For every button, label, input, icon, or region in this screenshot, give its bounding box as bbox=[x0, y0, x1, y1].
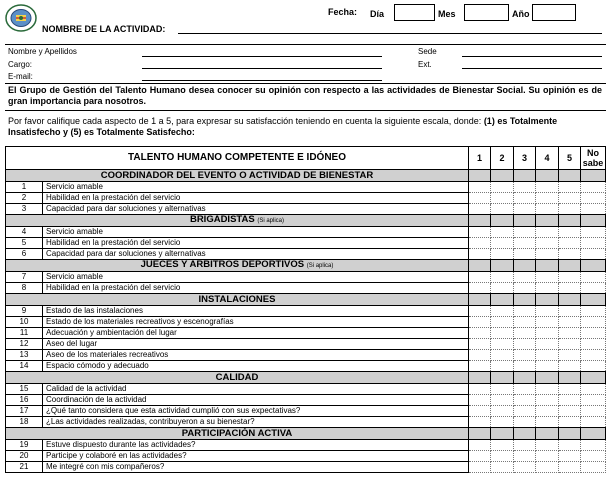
rating-cell-no-sabe[interactable] bbox=[581, 395, 606, 406]
rating-cell-2[interactable] bbox=[491, 395, 514, 406]
question-number: 5 bbox=[6, 238, 43, 249]
rating-cell-1[interactable] bbox=[469, 395, 491, 406]
rating-cell-2[interactable] bbox=[491, 249, 514, 260]
cargo-field[interactable] bbox=[142, 68, 382, 69]
question-row bbox=[6, 361, 606, 372]
question-number: 15 bbox=[6, 384, 43, 395]
question-row bbox=[6, 384, 606, 395]
rating-cell-3[interactable] bbox=[514, 406, 536, 417]
question-row bbox=[6, 249, 606, 260]
question-number: 8 bbox=[6, 283, 43, 294]
header-divider bbox=[5, 44, 606, 45]
rating-cell-2[interactable] bbox=[491, 440, 514, 451]
day-label: Día bbox=[370, 9, 385, 19]
instructions-text bbox=[8, 116, 602, 138]
rating-cell-4[interactable] bbox=[536, 417, 559, 428]
rating-cell-4[interactable] bbox=[536, 462, 559, 473]
rating-cell-1[interactable] bbox=[469, 406, 491, 417]
rating-cell-no-sabe[interactable] bbox=[581, 462, 606, 473]
rating-cell-1[interactable] bbox=[469, 306, 491, 317]
rating-cell-no-sabe[interactable] bbox=[581, 350, 606, 361]
rating-cell-4[interactable] bbox=[536, 182, 559, 193]
rating-cell-no-sabe[interactable] bbox=[581, 306, 606, 317]
question-row bbox=[6, 193, 606, 204]
scale-header-3: 3 bbox=[514, 147, 536, 170]
rating-cell-5[interactable] bbox=[559, 272, 581, 283]
question-number: 18 bbox=[6, 417, 43, 428]
section-title-text: JUECES Y ARBITROS DEPORTIVOS bbox=[140, 259, 305, 270]
rating-cell-2[interactable] bbox=[491, 384, 514, 395]
rating-cell-4[interactable] bbox=[536, 350, 559, 361]
question-row bbox=[6, 406, 606, 417]
question-number: 14 bbox=[6, 361, 43, 372]
no-sabe-header: No sabe bbox=[581, 147, 606, 170]
section-blank-cell bbox=[491, 372, 514, 384]
section-blank-cell bbox=[559, 215, 581, 227]
section-row bbox=[6, 372, 606, 384]
email-label: E-mail: bbox=[8, 72, 33, 81]
section-note: (Si aplica) bbox=[257, 218, 285, 224]
rating-cell-1[interactable] bbox=[469, 328, 491, 339]
rating-cell-1[interactable] bbox=[469, 238, 491, 249]
rating-cell-2[interactable] bbox=[491, 317, 514, 328]
rating-cell-4[interactable] bbox=[536, 306, 559, 317]
section-blank-cell bbox=[559, 428, 581, 440]
rating-cell-no-sabe[interactable] bbox=[581, 193, 606, 204]
section-title-text: COORDINADOR DEL EVENTO O ACTIVIDAD DE BIENESTAR bbox=[100, 169, 374, 181]
rating-cell-1[interactable] bbox=[469, 361, 491, 372]
rating-cell-4[interactable] bbox=[536, 193, 559, 204]
rating-cell-2[interactable] bbox=[491, 350, 514, 361]
rating-cell-2[interactable] bbox=[491, 417, 514, 428]
question-number: 11 bbox=[6, 328, 43, 339]
section-blank-cell bbox=[514, 215, 536, 227]
scale-header-5: 5 bbox=[559, 147, 581, 170]
rating-cell-3[interactable] bbox=[514, 272, 536, 283]
section-blank-cell bbox=[536, 372, 559, 384]
rating-cell-1[interactable] bbox=[469, 193, 491, 204]
name-field[interactable] bbox=[142, 56, 382, 57]
rating-cell-no-sabe[interactable] bbox=[581, 238, 606, 249]
question-text: Estado de los materiales recreativos y escenografías bbox=[43, 317, 469, 328]
section-blank-cell bbox=[581, 260, 606, 272]
question-text: Me integré con mis compañeros? bbox=[43, 462, 469, 473]
day-input[interactable] bbox=[394, 4, 435, 21]
question-number: 17 bbox=[6, 406, 43, 417]
rating-cell-1[interactable] bbox=[469, 249, 491, 260]
question-row bbox=[6, 451, 606, 462]
rating-cell-3[interactable] bbox=[514, 417, 536, 428]
rating-cell-1[interactable] bbox=[469, 339, 491, 350]
rating-cell-2[interactable] bbox=[491, 339, 514, 350]
question-row bbox=[6, 395, 606, 406]
rating-cell-4[interactable] bbox=[536, 451, 559, 462]
rating-cell-2[interactable] bbox=[491, 238, 514, 249]
rating-cell-no-sabe[interactable] bbox=[581, 339, 606, 350]
rating-cell-no-sabe[interactable] bbox=[581, 182, 606, 193]
rating-cell-no-sabe[interactable] bbox=[581, 451, 606, 462]
rating-cell-no-sabe[interactable] bbox=[581, 249, 606, 260]
section-blank-cell bbox=[514, 294, 536, 306]
rating-cell-5[interactable] bbox=[559, 384, 581, 395]
question-text: Participe y colaboré en las actividades? bbox=[43, 451, 469, 462]
rating-cell-3[interactable] bbox=[514, 227, 536, 238]
rating-cell-2[interactable] bbox=[491, 204, 514, 215]
rating-cell-3[interactable] bbox=[514, 339, 536, 350]
section-blank-cell bbox=[536, 170, 559, 182]
section-blank-cell bbox=[536, 294, 559, 306]
section-title-text: CALIDAD bbox=[215, 371, 259, 383]
rating-cell-1[interactable] bbox=[469, 440, 491, 451]
section-row bbox=[6, 260, 606, 272]
question-row bbox=[6, 339, 606, 350]
question-number: 10 bbox=[6, 317, 43, 328]
rating-cell-3[interactable] bbox=[514, 451, 536, 462]
month-input[interactable] bbox=[464, 4, 509, 21]
rating-cell-5[interactable] bbox=[559, 339, 581, 350]
section-blank-cell bbox=[514, 170, 536, 182]
rating-cell-4[interactable] bbox=[536, 395, 559, 406]
section-title-text: BRIGADISTAS bbox=[189, 214, 255, 225]
question-number: 19 bbox=[6, 440, 43, 451]
rating-cell-5[interactable] bbox=[559, 317, 581, 328]
section-blank-cell bbox=[536, 260, 559, 272]
question-number: 13 bbox=[6, 350, 43, 361]
section-title bbox=[6, 170, 469, 182]
rating-cell-4[interactable] bbox=[536, 339, 559, 350]
question-number: 2 bbox=[6, 193, 43, 204]
question-number: 4 bbox=[6, 227, 43, 238]
table-main-header: TALENTO HUMANO COMPETENTE E IDÓNEO bbox=[6, 147, 469, 170]
section-row bbox=[6, 428, 606, 440]
intro-divider bbox=[5, 110, 606, 111]
section-blank-cell bbox=[469, 260, 491, 272]
rating-cell-4[interactable] bbox=[536, 283, 559, 294]
rating-cell-4[interactable] bbox=[536, 204, 559, 215]
rating-cell-5[interactable] bbox=[559, 350, 581, 361]
section-blank-cell bbox=[581, 372, 606, 384]
rating-cell-2[interactable] bbox=[491, 451, 514, 462]
rating-table bbox=[5, 146, 606, 473]
section-note: (Si aplica) bbox=[306, 263, 334, 269]
section-blank-cell bbox=[559, 260, 581, 272]
question-row bbox=[6, 328, 606, 339]
section-blank-cell bbox=[581, 215, 606, 227]
question-number: 20 bbox=[6, 451, 43, 462]
question-text: Servicio amable bbox=[43, 227, 469, 238]
rating-cell-3[interactable] bbox=[514, 361, 536, 372]
rating-cell-4[interactable] bbox=[536, 361, 559, 372]
rating-cell-4[interactable] bbox=[536, 440, 559, 451]
rating-cell-1[interactable] bbox=[469, 384, 491, 395]
section-blank-cell bbox=[491, 260, 514, 272]
question-row bbox=[6, 182, 606, 193]
sede-label: Sede bbox=[418, 47, 437, 56]
rating-cell-4[interactable] bbox=[536, 328, 559, 339]
question-number: 7 bbox=[6, 272, 43, 283]
rating-cell-3[interactable] bbox=[514, 193, 536, 204]
section-title bbox=[6, 294, 469, 306]
year-input[interactable] bbox=[532, 4, 576, 21]
rating-cell-3[interactable] bbox=[514, 328, 536, 339]
info-divider bbox=[5, 83, 606, 84]
rating-cell-2[interactable] bbox=[491, 193, 514, 204]
rating-cell-3[interactable] bbox=[514, 462, 536, 473]
name-label: Nombre y Apellidos bbox=[8, 47, 77, 56]
question-text: Habilidad en la prestación del servicio bbox=[43, 238, 469, 249]
question-number: 1 bbox=[6, 182, 43, 193]
section-title bbox=[6, 428, 469, 440]
question-row bbox=[6, 238, 606, 249]
activity-name-field[interactable] bbox=[178, 33, 602, 34]
question-text: Coordinación de la actividad bbox=[43, 395, 469, 406]
rating-cell-5[interactable] bbox=[559, 451, 581, 462]
scale-header-2: 2 bbox=[491, 147, 514, 170]
section-blank-cell bbox=[514, 372, 536, 384]
rating-cell-5[interactable] bbox=[559, 406, 581, 417]
scale-header-1: 1 bbox=[469, 147, 491, 170]
scale-header-4: 4 bbox=[536, 147, 559, 170]
section-row bbox=[6, 294, 606, 306]
question-text: Calidad de la actividad bbox=[43, 384, 469, 395]
rating-cell-1[interactable] bbox=[469, 451, 491, 462]
question-text: Espacio cómodo y adecuado bbox=[43, 361, 469, 372]
rating-cell-3[interactable] bbox=[514, 384, 536, 395]
rating-cell-5[interactable] bbox=[559, 204, 581, 215]
rating-cell-no-sabe[interactable] bbox=[581, 328, 606, 339]
rating-cell-3[interactable] bbox=[514, 317, 536, 328]
section-blank-cell bbox=[469, 215, 491, 227]
question-text: Adecuación y ambientación del lugar bbox=[43, 328, 469, 339]
question-text: Aseo de los materiales recreativos bbox=[43, 350, 469, 361]
rating-cell-3[interactable] bbox=[514, 238, 536, 249]
rating-cell-1[interactable] bbox=[469, 182, 491, 193]
rating-cell-1[interactable] bbox=[469, 283, 491, 294]
rating-cell-2[interactable] bbox=[491, 406, 514, 417]
section-blank-cell bbox=[469, 428, 491, 440]
table-header-row bbox=[6, 147, 606, 170]
rating-cell-2[interactable] bbox=[491, 272, 514, 283]
rating-cell-4[interactable] bbox=[536, 317, 559, 328]
question-number: 3 bbox=[6, 204, 43, 215]
rating-cell-4[interactable] bbox=[536, 227, 559, 238]
rating-cell-1[interactable] bbox=[469, 417, 491, 428]
section-title bbox=[6, 260, 469, 272]
question-text: Estuve dispuesto durante las actividades? bbox=[43, 440, 469, 451]
rating-cell-no-sabe[interactable] bbox=[581, 227, 606, 238]
rating-cell-3[interactable] bbox=[514, 249, 536, 260]
email-field[interactable] bbox=[142, 80, 382, 81]
sede-field[interactable] bbox=[462, 56, 602, 57]
rating-cell-3[interactable] bbox=[514, 182, 536, 193]
rating-cell-5[interactable] bbox=[559, 238, 581, 249]
section-title-text: PARTICIPACIÓN ACTIVA bbox=[181, 427, 293, 439]
question-row bbox=[6, 417, 606, 428]
question-row bbox=[6, 283, 606, 294]
instructions-scale: (1) es Totalmente Insatisfecho y (5) es Totalmente Satisfecho: bbox=[8, 116, 558, 137]
rating-cell-3[interactable] bbox=[514, 204, 536, 215]
question-row bbox=[6, 204, 606, 215]
question-text: Servicio amable bbox=[43, 182, 469, 193]
rating-cell-no-sabe[interactable] bbox=[581, 204, 606, 215]
question-number: 9 bbox=[6, 306, 43, 317]
rating-cell-2[interactable] bbox=[491, 328, 514, 339]
section-row bbox=[6, 170, 606, 182]
ext-field[interactable] bbox=[462, 68, 602, 69]
institution-seal-logo bbox=[4, 3, 38, 33]
section-blank-cell bbox=[581, 294, 606, 306]
rating-cell-1[interactable] bbox=[469, 350, 491, 361]
rating-cell-5[interactable] bbox=[559, 249, 581, 260]
section-title-text: INSTALACIONES bbox=[198, 293, 276, 305]
intro-text: El Grupo de Gestión del Talento Humano desea conocer su opinión con respecto a las actividades de Bienestar Social. Su opinión es de gran importancia para nosotros. bbox=[8, 85, 602, 106]
rating-cell-no-sabe[interactable] bbox=[581, 317, 606, 328]
rating-cell-no-sabe[interactable] bbox=[581, 417, 606, 428]
rating-cell-5[interactable] bbox=[559, 193, 581, 204]
question-row bbox=[6, 462, 606, 473]
question-row bbox=[6, 227, 606, 238]
question-text: Servicio amable bbox=[43, 272, 469, 283]
rating-cell-1[interactable] bbox=[469, 462, 491, 473]
month-label: Mes bbox=[438, 9, 456, 19]
rating-cell-5[interactable] bbox=[559, 182, 581, 193]
question-text: Aseo del lugar bbox=[43, 339, 469, 350]
activity-name-label: NOMBRE DE LA ACTIVIDAD: bbox=[42, 24, 166, 34]
section-blank-cell bbox=[491, 428, 514, 440]
question-number: 21 bbox=[6, 462, 43, 473]
rating-cell-4[interactable] bbox=[536, 249, 559, 260]
question-text: Capacidad para dar soluciones y alternativas bbox=[43, 204, 469, 215]
question-row bbox=[6, 272, 606, 283]
section-blank-cell bbox=[536, 428, 559, 440]
rating-cell-4[interactable] bbox=[536, 272, 559, 283]
rating-cell-2[interactable] bbox=[491, 462, 514, 473]
section-blank-cell bbox=[491, 294, 514, 306]
ext-label: Ext. bbox=[418, 60, 432, 69]
section-blank-cell bbox=[559, 170, 581, 182]
rating-cell-2[interactable] bbox=[491, 361, 514, 372]
section-row bbox=[6, 215, 606, 227]
rating-cell-4[interactable] bbox=[536, 384, 559, 395]
rating-cell-5[interactable] bbox=[559, 417, 581, 428]
rating-cell-5[interactable] bbox=[559, 306, 581, 317]
date-label: Fecha: bbox=[328, 7, 358, 17]
rating-cell-1[interactable] bbox=[469, 227, 491, 238]
rating-cell-5[interactable] bbox=[559, 395, 581, 406]
rating-cell-3[interactable] bbox=[514, 440, 536, 451]
rating-cell-1[interactable] bbox=[469, 272, 491, 283]
rating-cell-no-sabe[interactable] bbox=[581, 283, 606, 294]
rating-cell-3[interactable] bbox=[514, 306, 536, 317]
section-blank-cell bbox=[581, 170, 606, 182]
section-blank-cell bbox=[469, 170, 491, 182]
rating-cell-5[interactable] bbox=[559, 283, 581, 294]
question-number: 6 bbox=[6, 249, 43, 260]
section-blank-cell bbox=[514, 428, 536, 440]
rating-cell-no-sabe[interactable] bbox=[581, 272, 606, 283]
section-blank-cell bbox=[491, 170, 514, 182]
section-blank-cell bbox=[559, 294, 581, 306]
section-blank-cell bbox=[581, 428, 606, 440]
question-text: Habilidad en la prestación del servicio bbox=[43, 193, 469, 204]
section-blank-cell bbox=[469, 372, 491, 384]
section-blank-cell bbox=[536, 215, 559, 227]
question-number: 12 bbox=[6, 339, 43, 350]
instructions-prefix: Por favor califique cada aspecto de 1 a 5, para expresar su satisfacción teniendo en cuenta la siguiente escala, donde: bbox=[8, 116, 484, 126]
question-row bbox=[6, 306, 606, 317]
rating-cell-5[interactable] bbox=[559, 227, 581, 238]
rating-cell-5[interactable] bbox=[559, 361, 581, 372]
question-text: Habilidad en la prestación del servicio bbox=[43, 283, 469, 294]
rating-cell-5[interactable] bbox=[559, 440, 581, 451]
section-title bbox=[6, 372, 469, 384]
rating-cell-2[interactable] bbox=[491, 306, 514, 317]
question-text: ¿Qué tanto considera que esta actividad cumplió con sus expectativas? bbox=[43, 406, 469, 417]
rating-cell-1[interactable] bbox=[469, 317, 491, 328]
rating-cell-5[interactable] bbox=[559, 328, 581, 339]
rating-cell-no-sabe[interactable] bbox=[581, 440, 606, 451]
section-blank-cell bbox=[491, 215, 514, 227]
section-blank-cell bbox=[469, 294, 491, 306]
rating-cell-no-sabe[interactable] bbox=[581, 361, 606, 372]
question-row bbox=[6, 317, 606, 328]
question-row bbox=[6, 440, 606, 451]
rating-cell-no-sabe[interactable] bbox=[581, 406, 606, 417]
section-title bbox=[6, 215, 469, 227]
rating-cell-no-sabe[interactable] bbox=[581, 384, 606, 395]
rating-cell-3[interactable] bbox=[514, 350, 536, 361]
section-blank-cell bbox=[559, 372, 581, 384]
rating-cell-3[interactable] bbox=[514, 283, 536, 294]
rating-cell-2[interactable] bbox=[491, 283, 514, 294]
cargo-label: Cargo: bbox=[8, 60, 33, 69]
year-label: Año bbox=[512, 9, 530, 19]
question-text: Capacidad para dar soluciones y alternativas bbox=[43, 249, 469, 260]
rating-cell-2[interactable] bbox=[491, 227, 514, 238]
rating-cell-2[interactable] bbox=[491, 182, 514, 193]
question-number: 16 bbox=[6, 395, 43, 406]
rating-cell-4[interactable] bbox=[536, 406, 559, 417]
question-text: Estado de las instalaciones bbox=[43, 306, 469, 317]
question-row bbox=[6, 350, 606, 361]
section-blank-cell bbox=[514, 260, 536, 272]
rating-cell-5[interactable] bbox=[559, 462, 581, 473]
rating-cell-1[interactable] bbox=[469, 204, 491, 215]
rating-cell-4[interactable] bbox=[536, 238, 559, 249]
question-text: ¿Las actividades realizadas, contribuyeron a su bienestar? bbox=[43, 417, 469, 428]
rating-cell-3[interactable] bbox=[514, 395, 536, 406]
